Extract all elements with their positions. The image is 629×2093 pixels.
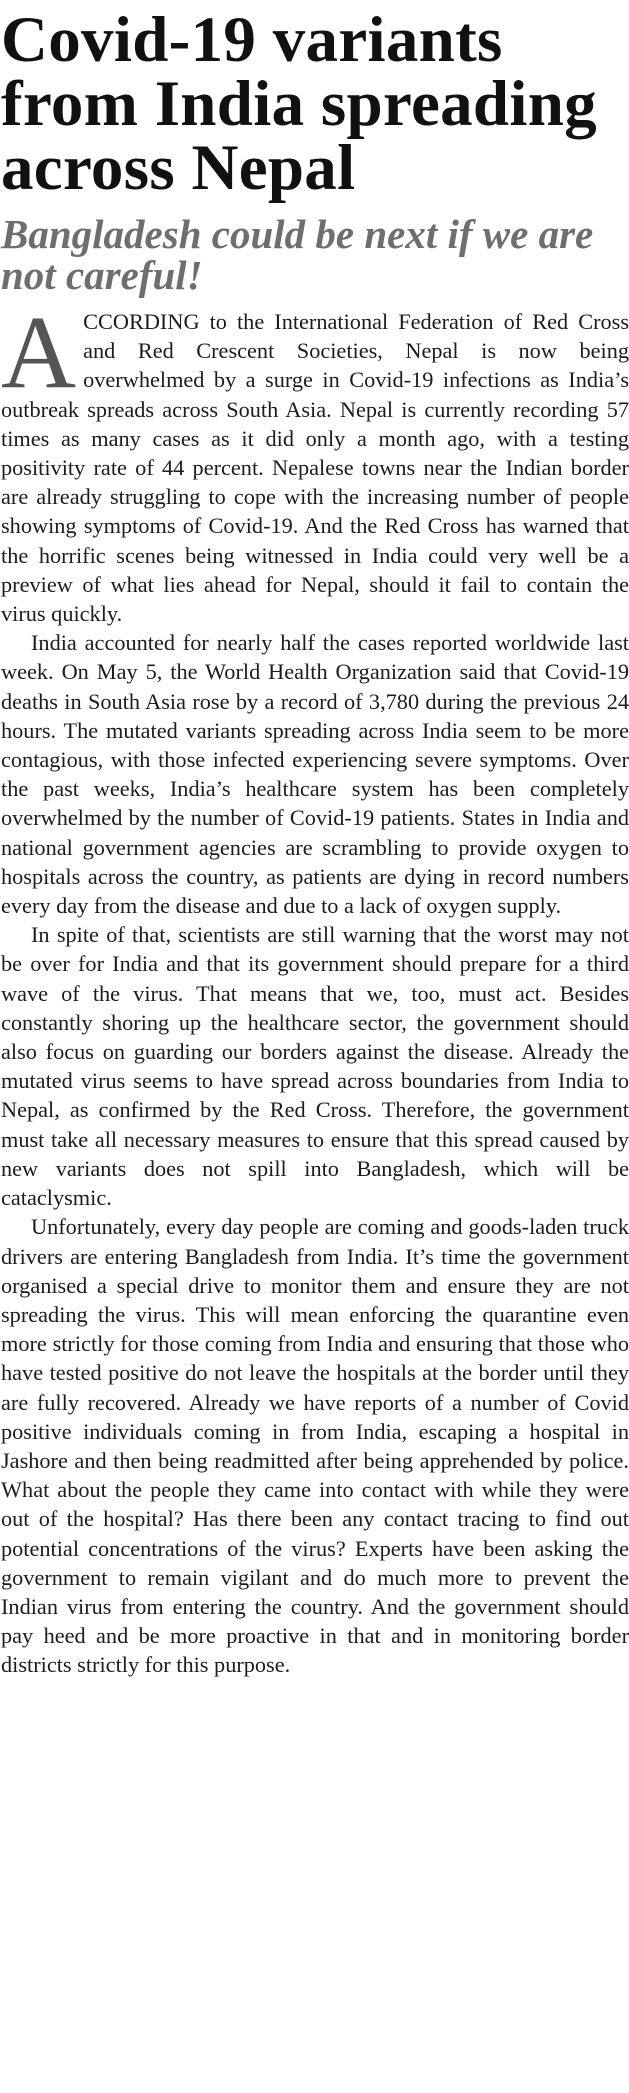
paragraph-3: In spite of that, scientists are still warning that the worst may not be over for India and that its government should prepare for a third wave of the virus. That means that we, too, must act. Besides constantly shoring up the healthcare sector, the government should also focus on guarding our borders against the disease. Already the mutated virus seems to have spread across boundaries from India to Nepal, as confirmed by the Red Cross. Therefore, the government must take all necessary measures to ensure that this spread caused by new variants does not spill into Bangladesh, which will be cataclysmic. bbox=[1, 922, 629, 1211]
headline: Covid-19 variants from India spreading across Nepal bbox=[1, 4, 597, 204]
subheadline: Bangladesh could be next if we are not careful! bbox=[1, 211, 594, 298]
paragraph-1 bbox=[1, 295, 629, 628]
paragraph-2: India accounted for nearly half the cases reported worldwide last week. On May 5, the World Health Organization said that Covid-19 deaths in South Asia rose by a record of 3,780 during the previous 24 hours. The mutated variants spreading across India seem to be more contagious, with those infected experiencing severe symptoms. Over the past weeks, India’s healthcare system has been completely overwhelmed by the number of Covid-19 patients. States in India and national government agencies are scrambling to provide oxygen to hospitals across the country, as patients are dying in record numbers every day from the disease and due to a lack of oxygen supply. bbox=[1, 630, 629, 919]
paragraph-1-text: CCORDING to the International Federation of Red Cross and Red Crescent Societies, Nepal is now being overwhelmed by a surge in Covid-19 infections as India’s outbreak spreads across South Asia. Nepal is currently recording 57 times as many cases as it did only a month ago, with a testing positivity rate of 44 percent. Nepalese towns near the Indian border are already struggling to cope with the increasing number of people showing symptoms of Covid-19. And the Red Cross has warned that the horrific scenes being witnessed in India could very well be a preview of what lies ahead for Nepal, should it fail to contain the virus quickly. bbox=[1, 309, 629, 627]
paragraph-4: Unfortunately, every day people are coming and goods-laden truck drivers are entering Bangladesh from India. It’s time the government organised a special drive to monitor them and ensure they are not spreading the virus. This will mean enforcing the quarantine even more strictly for those coming from India and ensuring that those who have tested positive do not leave the hospitals at the border until they are fully recovered. Already we have reports of a number of Covid positive individuals coming in from India, escaping a hospital in Jashore and then being readmitted after being apprehended by police. What about the people they came into contact with while they were out of the hospital? Has there been any contact tracing to find out potential concentrations of the virus? Experts have been asking the government to remain vigilant and do much more to prevent the Indian virus from entering the country. And the government should pay heed and be more proactive in that and in monitoring border districts strictly for this purpose. bbox=[1, 1214, 629, 1678]
article-body bbox=[0, 295, 629, 1680]
dropcap-letter: A bbox=[1, 295, 77, 410]
